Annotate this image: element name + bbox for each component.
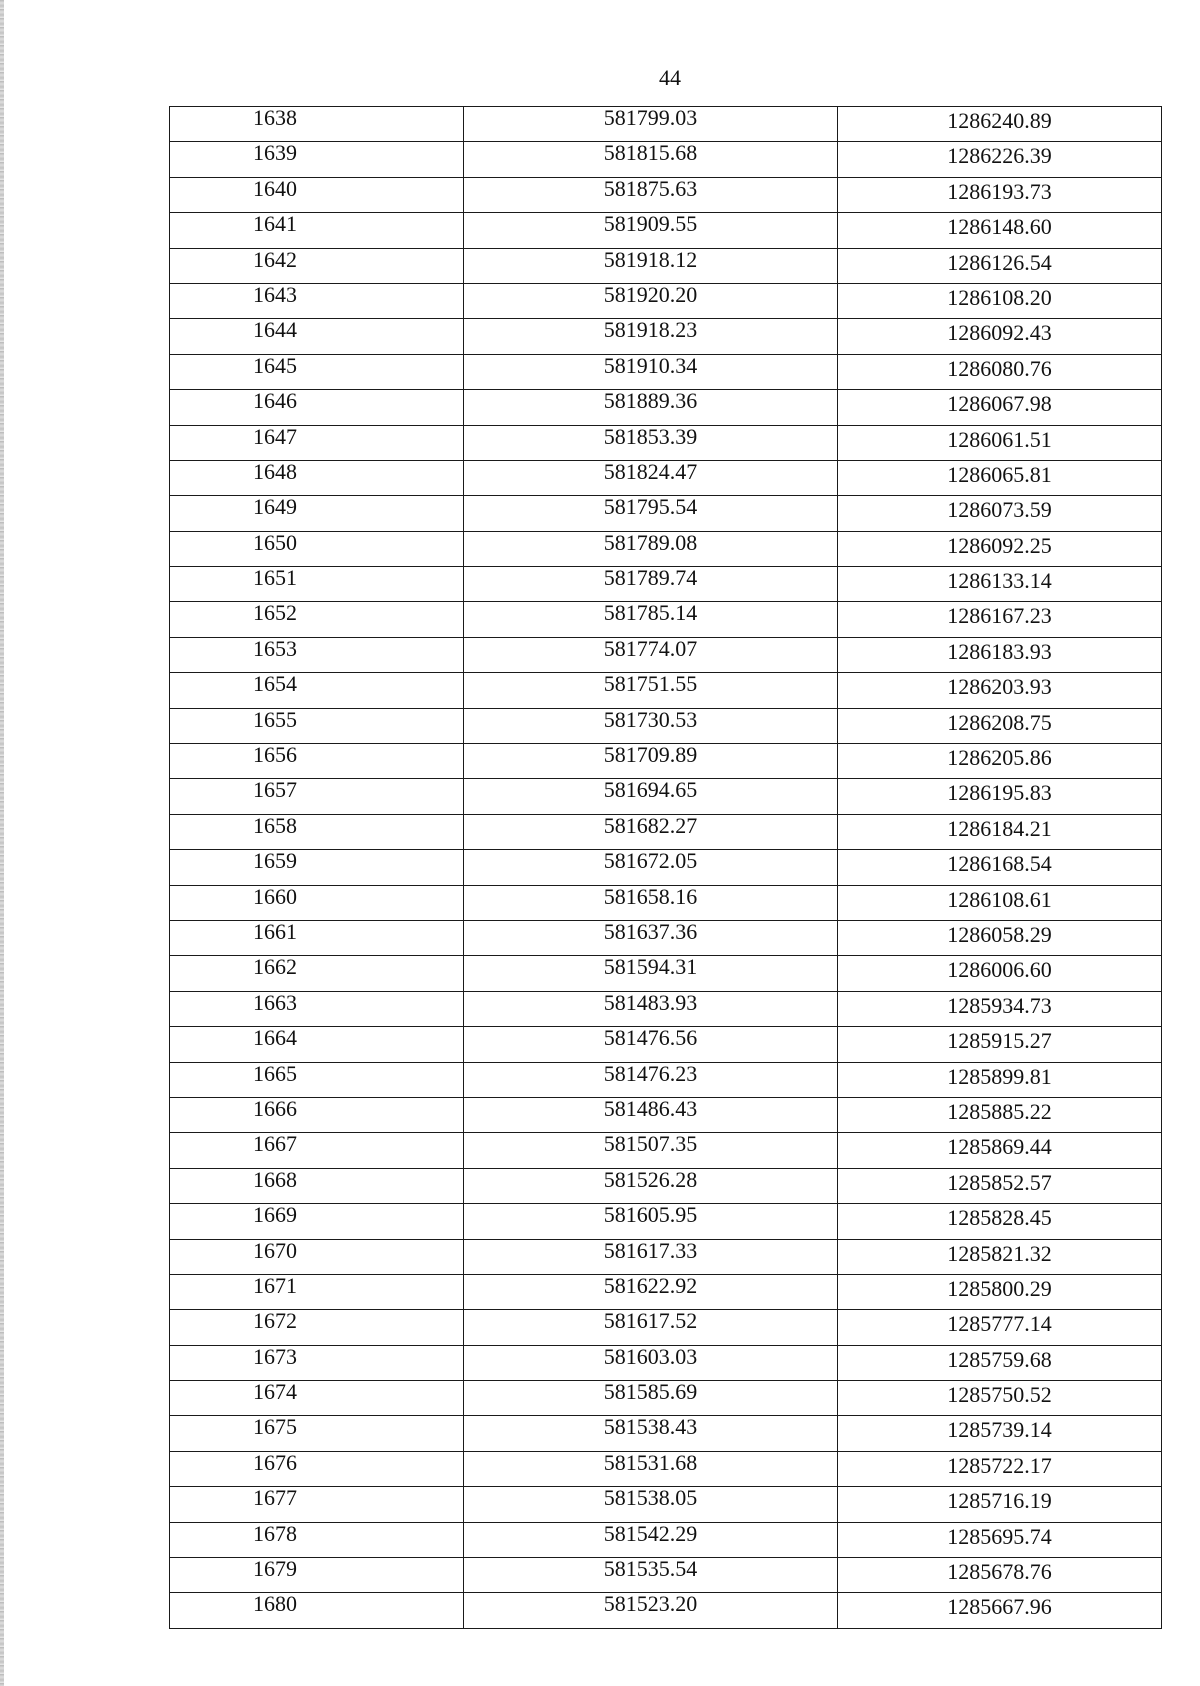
- point-number-cell: 1668: [170, 1168, 464, 1203]
- x-coordinate-cell: 581476.23: [464, 1062, 838, 1097]
- x-coordinate-cell: 581799.03: [464, 107, 838, 142]
- point-number-cell: 1659: [170, 850, 464, 885]
- table-row: [170, 354, 1162, 389]
- point-number-cell: 1639: [170, 142, 464, 177]
- x-coordinate-cell: 581476.56: [464, 1027, 838, 1062]
- y-coordinate-cell: 1286133.14: [838, 567, 1162, 602]
- table-row: [170, 1451, 1162, 1486]
- point-number-cell: 1640: [170, 177, 464, 212]
- y-coordinate-cell: 1286126.54: [838, 248, 1162, 283]
- y-coordinate-cell: 1286208.75: [838, 708, 1162, 743]
- table-row: [170, 248, 1162, 283]
- y-coordinate-cell: 1286065.81: [838, 460, 1162, 495]
- point-number-cell: 1657: [170, 779, 464, 814]
- x-coordinate-cell: 581483.93: [464, 991, 838, 1026]
- y-coordinate-cell: 1285750.52: [838, 1381, 1162, 1416]
- x-coordinate-cell: 581853.39: [464, 425, 838, 460]
- point-number-cell: 1675: [170, 1416, 464, 1451]
- x-coordinate-cell: 581730.53: [464, 708, 838, 743]
- y-coordinate-cell: 1285885.22: [838, 1097, 1162, 1132]
- point-number-cell: 1669: [170, 1204, 464, 1239]
- table-row: [170, 319, 1162, 354]
- table-row: [170, 177, 1162, 212]
- y-coordinate-cell: 1286067.98: [838, 390, 1162, 425]
- y-coordinate-cell: 1286092.43: [838, 319, 1162, 354]
- point-number-cell: 1647: [170, 425, 464, 460]
- point-number-cell: 1641: [170, 213, 464, 248]
- x-coordinate-cell: 581815.68: [464, 142, 838, 177]
- point-number-cell: 1643: [170, 283, 464, 318]
- table-row: [170, 1133, 1162, 1168]
- x-coordinate-cell: 581585.69: [464, 1381, 838, 1416]
- table-row: [170, 107, 1162, 142]
- point-number-cell: 1654: [170, 673, 464, 708]
- table-row: [170, 602, 1162, 637]
- point-number-cell: 1645: [170, 354, 464, 389]
- y-coordinate-cell: 1286168.54: [838, 850, 1162, 885]
- y-coordinate-cell: 1286108.20: [838, 283, 1162, 318]
- x-coordinate-cell: 581910.34: [464, 354, 838, 389]
- x-coordinate-cell: 581789.08: [464, 531, 838, 566]
- y-coordinate-cell: 1285800.29: [838, 1274, 1162, 1309]
- x-coordinate-cell: 581617.33: [464, 1239, 838, 1274]
- table-row: [170, 814, 1162, 849]
- point-number-cell: 1671: [170, 1274, 464, 1309]
- x-coordinate-cell: 581875.63: [464, 177, 838, 212]
- x-coordinate-cell: 581682.27: [464, 814, 838, 849]
- y-coordinate-cell: 1286226.39: [838, 142, 1162, 177]
- table-row: [170, 991, 1162, 1026]
- x-coordinate-cell: 581694.65: [464, 779, 838, 814]
- y-coordinate-cell: 1285777.14: [838, 1310, 1162, 1345]
- coordinate-table-body: [170, 107, 1162, 1629]
- y-coordinate-cell: 1286073.59: [838, 496, 1162, 531]
- point-number-cell: 1644: [170, 319, 464, 354]
- x-coordinate-cell: 581594.31: [464, 956, 838, 991]
- point-number-cell: 1673: [170, 1345, 464, 1380]
- table-row: [170, 496, 1162, 531]
- point-number-cell: 1661: [170, 920, 464, 955]
- table-row: [170, 885, 1162, 920]
- x-coordinate-cell: 581622.92: [464, 1274, 838, 1309]
- point-number-cell: 1652: [170, 602, 464, 637]
- table-row: [170, 425, 1162, 460]
- point-number-cell: 1648: [170, 460, 464, 495]
- x-coordinate-cell: 581637.36: [464, 920, 838, 955]
- y-coordinate-cell: 1286006.60: [838, 956, 1162, 991]
- x-coordinate-cell: 581605.95: [464, 1204, 838, 1239]
- x-coordinate-cell: 581918.12: [464, 248, 838, 283]
- table-row: [170, 1168, 1162, 1203]
- point-number-cell: 1680: [170, 1593, 464, 1628]
- table-row: [170, 1204, 1162, 1239]
- x-coordinate-cell: 581486.43: [464, 1097, 838, 1132]
- y-coordinate-cell: 1285716.19: [838, 1487, 1162, 1522]
- point-number-cell: 1666: [170, 1097, 464, 1132]
- table-row: [170, 1274, 1162, 1309]
- y-coordinate-cell: 1285695.74: [838, 1522, 1162, 1557]
- y-coordinate-cell: 1285667.96: [838, 1593, 1162, 1628]
- x-coordinate-cell: 581909.55: [464, 213, 838, 248]
- point-number-cell: 1649: [170, 496, 464, 531]
- x-coordinate-cell: 581672.05: [464, 850, 838, 885]
- y-coordinate-cell: 1286148.60: [838, 213, 1162, 248]
- point-number-cell: 1678: [170, 1522, 464, 1557]
- point-number-cell: 1656: [170, 744, 464, 779]
- point-number-cell: 1650: [170, 531, 464, 566]
- point-number-cell: 1638: [170, 107, 464, 142]
- point-number-cell: 1651: [170, 567, 464, 602]
- x-coordinate-cell: 581538.05: [464, 1487, 838, 1522]
- y-coordinate-cell: 1285739.14: [838, 1416, 1162, 1451]
- point-number-cell: 1674: [170, 1381, 464, 1416]
- x-coordinate-cell: 581889.36: [464, 390, 838, 425]
- table-row: [170, 1558, 1162, 1593]
- y-coordinate-cell: 1286184.21: [838, 814, 1162, 849]
- table-row: [170, 283, 1162, 318]
- y-coordinate-cell: 1286092.25: [838, 531, 1162, 566]
- table-row: [170, 1416, 1162, 1451]
- table-row: [170, 390, 1162, 425]
- x-coordinate-cell: 581603.03: [464, 1345, 838, 1380]
- y-coordinate-cell: 1285852.57: [838, 1168, 1162, 1203]
- point-number-cell: 1658: [170, 814, 464, 849]
- table-row: [170, 567, 1162, 602]
- table-row: [170, 1027, 1162, 1062]
- table-row: [170, 460, 1162, 495]
- x-coordinate-cell: 581785.14: [464, 602, 838, 637]
- point-number-cell: 1665: [170, 1062, 464, 1097]
- page-number: 44: [659, 65, 681, 90]
- point-number-cell: 1672: [170, 1310, 464, 1345]
- table-row: [170, 1310, 1162, 1345]
- y-coordinate-cell: 1286167.23: [838, 602, 1162, 637]
- coordinate-table: [169, 106, 1162, 1629]
- table-row: [170, 779, 1162, 814]
- table-row: [170, 1522, 1162, 1557]
- point-number-cell: 1677: [170, 1487, 464, 1522]
- scan-edge: [0, 0, 4, 1686]
- point-number-cell: 1642: [170, 248, 464, 283]
- x-coordinate-cell: 581531.68: [464, 1451, 838, 1486]
- point-number-cell: 1653: [170, 637, 464, 672]
- x-coordinate-cell: 581774.07: [464, 637, 838, 672]
- x-coordinate-cell: 581918.23: [464, 319, 838, 354]
- y-coordinate-cell: 1285759.68: [838, 1345, 1162, 1380]
- table-row: [170, 1097, 1162, 1132]
- x-coordinate-cell: 581535.54: [464, 1558, 838, 1593]
- point-number-cell: 1664: [170, 1027, 464, 1062]
- table-row: [170, 1487, 1162, 1522]
- y-coordinate-cell: 1285934.73: [838, 991, 1162, 1026]
- point-number-cell: 1663: [170, 991, 464, 1026]
- x-coordinate-cell: 581824.47: [464, 460, 838, 495]
- table-row: [170, 744, 1162, 779]
- x-coordinate-cell: 581542.29: [464, 1522, 838, 1557]
- x-coordinate-cell: 581751.55: [464, 673, 838, 708]
- table-row: [170, 1593, 1162, 1628]
- y-coordinate-cell: 1285678.76: [838, 1558, 1162, 1593]
- point-number-cell: 1670: [170, 1239, 464, 1274]
- table-row: [170, 850, 1162, 885]
- point-number-cell: 1667: [170, 1133, 464, 1168]
- x-coordinate-cell: 581658.16: [464, 885, 838, 920]
- y-coordinate-cell: 1285828.45: [838, 1204, 1162, 1239]
- x-coordinate-cell: 581920.20: [464, 283, 838, 318]
- point-number-cell: 1655: [170, 708, 464, 743]
- x-coordinate-cell: 581789.74: [464, 567, 838, 602]
- y-coordinate-cell: 1285722.17: [838, 1451, 1162, 1486]
- point-number-cell: 1660: [170, 885, 464, 920]
- point-number-cell: 1679: [170, 1558, 464, 1593]
- x-coordinate-cell: 581507.35: [464, 1133, 838, 1168]
- y-coordinate-cell: 1285915.27: [838, 1027, 1162, 1062]
- table-row: [170, 1345, 1162, 1380]
- table-row: [170, 531, 1162, 566]
- table-row: [170, 956, 1162, 991]
- y-coordinate-cell: 1286203.93: [838, 673, 1162, 708]
- table-row: [170, 920, 1162, 955]
- y-coordinate-cell: 1286193.73: [838, 177, 1162, 212]
- x-coordinate-cell: 581523.20: [464, 1593, 838, 1628]
- y-coordinate-cell: 1285899.81: [838, 1062, 1162, 1097]
- x-coordinate-cell: 581709.89: [464, 744, 838, 779]
- y-coordinate-cell: 1286080.76: [838, 354, 1162, 389]
- point-number-cell: 1676: [170, 1451, 464, 1486]
- y-coordinate-cell: 1286108.61: [838, 885, 1162, 920]
- table-row: [170, 637, 1162, 672]
- x-coordinate-cell: 581795.54: [464, 496, 838, 531]
- y-coordinate-cell: 1285821.32: [838, 1239, 1162, 1274]
- y-coordinate-cell: 1286240.89: [838, 107, 1162, 142]
- y-coordinate-cell: 1285869.44: [838, 1133, 1162, 1168]
- table-row: [170, 708, 1162, 743]
- y-coordinate-cell: 1286061.51: [838, 425, 1162, 460]
- point-number-cell: 1646: [170, 390, 464, 425]
- y-coordinate-cell: 1286195.83: [838, 779, 1162, 814]
- x-coordinate-cell: 581538.43: [464, 1416, 838, 1451]
- point-number-cell: 1662: [170, 956, 464, 991]
- table-row: [170, 1062, 1162, 1097]
- y-coordinate-cell: 1286183.93: [838, 637, 1162, 672]
- table-row: [170, 1381, 1162, 1416]
- x-coordinate-cell: 581617.52: [464, 1310, 838, 1345]
- table-row: [170, 1239, 1162, 1274]
- x-coordinate-cell: 581526.28: [464, 1168, 838, 1203]
- table-row: [170, 142, 1162, 177]
- table-row: [170, 213, 1162, 248]
- y-coordinate-cell: 1286058.29: [838, 920, 1162, 955]
- y-coordinate-cell: 1286205.86: [838, 744, 1162, 779]
- table-row: [170, 673, 1162, 708]
